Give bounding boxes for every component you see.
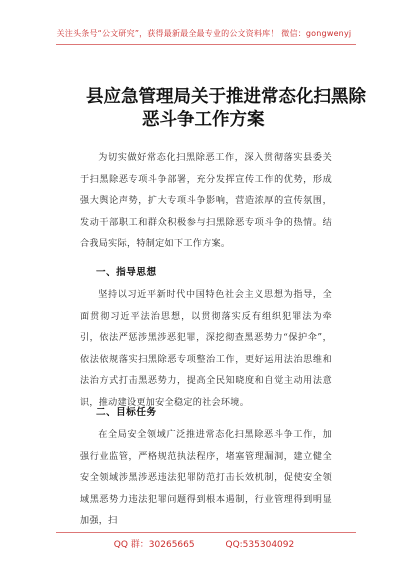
footer-divider <box>56 532 356 533</box>
header-banner: 关注头条号“公文研究”，获得最新最全最专业的公文资料库！ 微信：gongwenyj <box>56 29 352 38</box>
section-heading-goals-tasks: 二、目标任务 <box>96 407 157 418</box>
title-line-2: 恶斗争工作方案 <box>142 110 265 130</box>
section-body-guiding-ideology: 坚持以习近平新时代中国特色社会主义思想为指导，全面贯彻习近平法治思想，以贯彻落实反有组织犯罪法为牵引，依法严惩涉黑涉恶犯罪，深挖彻查黑恶势力“保护伞”，依法依规落实扫黑除恶专项整治工作，更好运用法治思维和法治方式打击黑恶势力，提高全民知晓度和自觉主动用法意识，推动建设更加安全稳定的社会环境。 <box>80 290 332 408</box>
header-divider <box>56 44 356 45</box>
section-heading-guiding-ideology: 一、指导思想 <box>96 267 157 278</box>
footer-qq-group: QQ 群：30265665 <box>113 540 195 550</box>
footer-qq-contact: QQ:535304092 <box>225 540 295 550</box>
intro-paragraph: 为切实做好常态化扫黑除恶工作，深入贯彻落实县委关于扫黑除恶专项斗争部署，充分发挥宣传工作的优势，形成强大舆论声势，扩大专项斗争影响，营造浓厚的宣传氛围，发动干部职工和群众积极参与扫黑除恶专项斗争的热情。结合我局实际，特制定如下工作方案。 <box>80 153 332 249</box>
title-line-1: 县应急管理局关于推进常态化扫黑除 <box>86 87 366 107</box>
footer <box>0 537 408 550</box>
section-body-goals-tasks: 在全局安全领域广泛推进常态化扫黑除恶斗争工作，加强行业监管，严格规范执法程序，堵塞管理漏洞，建立健全安全领域涉黑涉恶违法犯罪防范打击长效机制，促使安全领域黑恶势力违法犯罪问题得到根本遏制，行业管理得到明显加强，扫 <box>80 430 332 526</box>
